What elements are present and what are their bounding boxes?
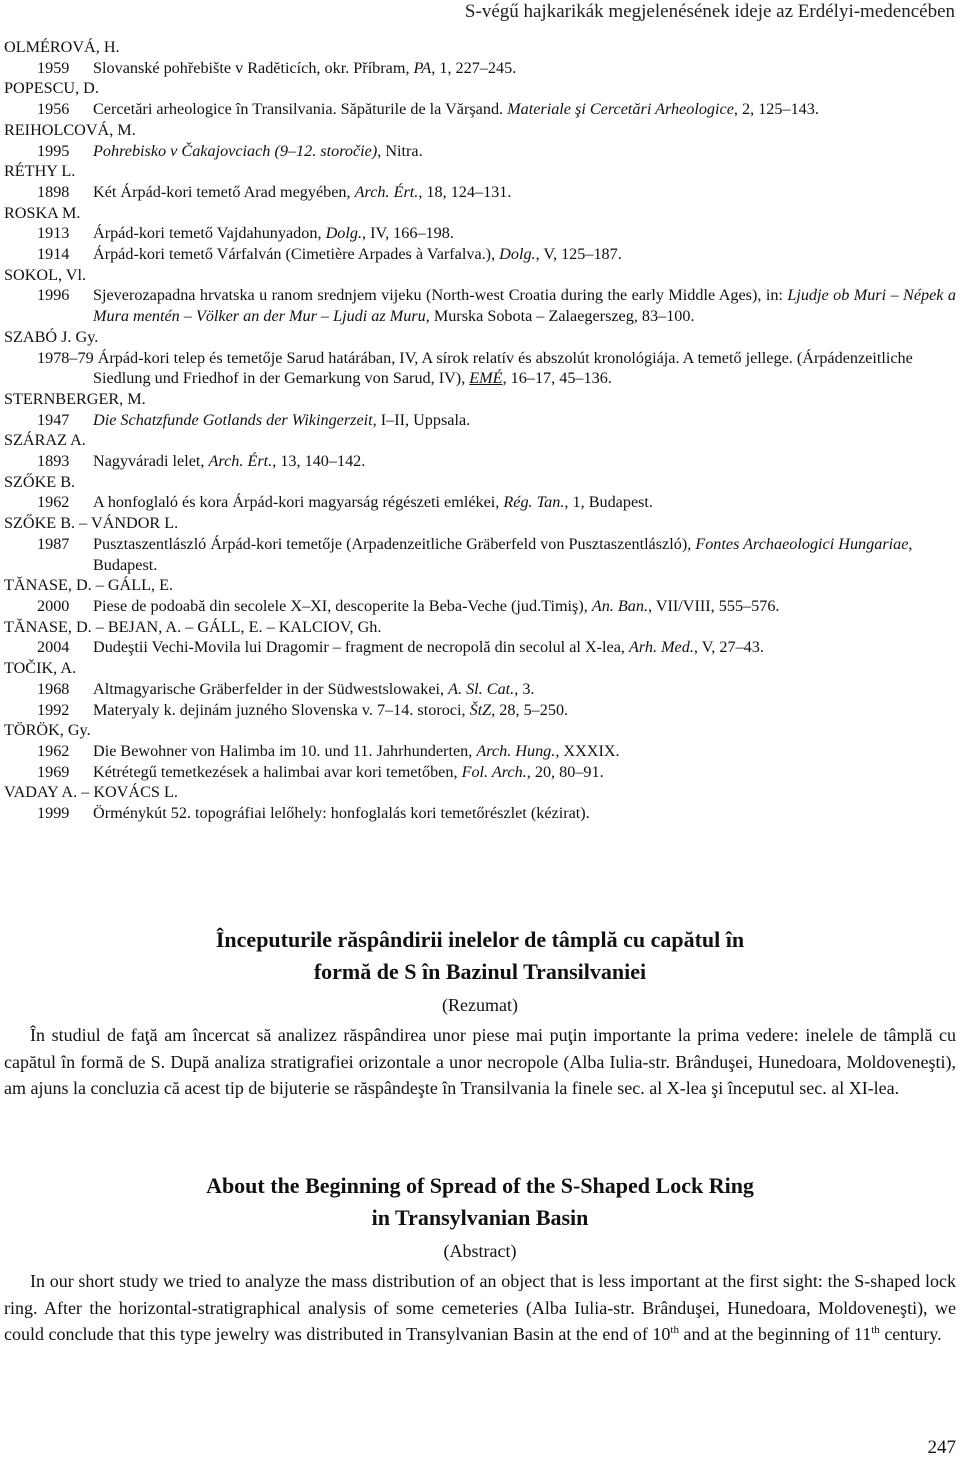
reference-year: 1992 <box>37 700 70 719</box>
reference-text <box>93 285 956 326</box>
reference-year: 1914 <box>37 245 70 264</box>
reference-text-part: PA <box>413 58 432 77</box>
reference-entry <box>4 223 956 244</box>
reference-year: 2000 <box>37 596 70 615</box>
reference-text-part: An. Ban. <box>591 596 649 615</box>
bibliography-list <box>4 37 956 824</box>
reference-text-part: EMÉ <box>469 369 503 388</box>
reference-entry <box>4 803 956 824</box>
reference-year: 1968 <box>37 679 70 698</box>
romanian-abstract-title <box>4 924 956 988</box>
reference-text <box>93 223 956 244</box>
superscript-th: th <box>871 1324 880 1336</box>
reference-text-part: Rég. Tan. <box>503 493 565 512</box>
reference-year: 2004 <box>37 638 70 657</box>
romanian-title-line-1: Începuturile răspândirii inelelor de tâmplă cu capătul în <box>215 927 745 952</box>
reference-text <box>93 803 956 824</box>
reference-year: 1893 <box>37 452 70 471</box>
reference-text-part: Dolg. <box>325 224 362 243</box>
page-number: 247 <box>927 1437 956 1458</box>
reference-text-part: Dudeştii Vechi-Movila lui Dragomir – fragment de necropolă din secolul al X-lea, <box>93 638 629 657</box>
reference-text-part: , VII/VIII, 555–576. <box>648 596 780 615</box>
romanian-abstract <box>4 924 956 1102</box>
english-abstract-subtitle: (Abstract) <box>443 1241 517 1261</box>
reference-text-part: , 2, 125–143. <box>733 100 819 119</box>
reference-text <box>93 182 956 203</box>
reference-text <box>93 451 956 472</box>
superscript-th: th <box>670 1324 679 1336</box>
reference-entry <box>4 451 956 472</box>
reference-text-part: , XXXIX. <box>555 741 620 760</box>
reference-year: 1996 <box>37 286 70 305</box>
reference-entry <box>4 58 956 79</box>
reference-author: TĂNASE, D. – BEJAN, A. – GÁLL, E. – KALCIOV, Gh. <box>4 617 382 636</box>
reference-entry <box>4 596 956 617</box>
english-body-text: In our short study we tried to analyze the mass distribution of an object that is less important at the first sight: the S-shaped lock ring. After the horizontal-stratigraphical analysis of some cemeteries (Alba Iulia-str. Brânduşei, Hunedoara, Moldoveneşti), we could conclude that this type jewelry was distributed in Transylvanian Basin at the end of 10 <box>4 1271 956 1344</box>
reference-text-part: Nagyváradi lelet, <box>93 452 209 471</box>
reference-year: 1947 <box>37 410 70 429</box>
reference-entry <box>4 679 956 700</box>
reference-text-part: , 18, 124–131. <box>418 182 512 201</box>
reference-text <box>93 492 956 513</box>
reference-author: SZÁRAZ A. <box>4 431 86 450</box>
reference-text-part: , 1, Budapest. <box>564 493 653 512</box>
romanian-title-line-2: formă de S în Bazinul Transilvaniei <box>313 959 647 984</box>
romanian-abstract-subtitle: (Rezumat) <box>442 995 518 1015</box>
english-title-line-1: About the Beginning of Spread of the S-Shaped Lock Ring <box>206 1173 754 1198</box>
reference-text-part: , V, 125–187. <box>535 245 622 264</box>
reference-text-part: Piese de podoabă din secolele X–XI, descoperite la Beba-Veche (jud.Timiş), <box>93 596 592 615</box>
reference-year: 1995 <box>37 141 70 160</box>
reference-text-part: Ljudje ob Muri – Népek a Mura mentén – Völker an der Mur – Ljudi az Muru <box>93 286 956 326</box>
reference-text-part: Pohrebisko v Čakajovciach (9–12. storočie) <box>93 141 378 160</box>
reference-text-part: Dolg. <box>499 245 536 264</box>
reference-text <box>93 410 956 431</box>
reference-text-part: A honfoglaló és kora Árpád-kori magyarság régészeti emlékei, <box>93 493 504 512</box>
reference-text-part: , 1, 227–245. <box>431 58 517 77</box>
reference-text-part: Cercetări arheologice în Transilvania. Săpăturile de la Vărşand. <box>93 100 508 119</box>
reference-entry <box>4 741 956 762</box>
reference-text <box>93 534 956 575</box>
reference-text-part: Materyaly k. dejinám juzného Slovenska v. 7–14. storoci, <box>93 700 470 719</box>
reference-text <box>93 58 956 79</box>
reference-text-part: Árpád-kori temető Vajdahunyadon, <box>93 224 326 243</box>
reference-author: TĂNASE, D. – GÁLL, E. <box>4 576 174 595</box>
reference-text-part: Arch. Ért. <box>354 182 419 201</box>
reference-author: OLMÉROVÁ, H. <box>4 38 120 56</box>
reference-text <box>93 679 956 700</box>
reference-text <box>93 141 956 162</box>
reference-text <box>93 637 956 658</box>
reference-text-part: Slovanské pohřebište v Radĕticích, okr. Příbram, <box>93 58 414 77</box>
english-abstract-title <box>4 1170 956 1234</box>
reference-author: VADAY A. – KOVÁCS L. <box>4 783 178 802</box>
reference-year: 1898 <box>37 182 70 201</box>
reference-text-part: , 28, 5–250. <box>491 700 569 719</box>
reference-text-part: Két Árpád-kori temető Arad megyében, <box>93 182 355 201</box>
reference-text-part: Arh. Med. <box>628 638 694 657</box>
reference-text-part: Árpád-kori telep és temetője Sarud határában, IV, A sírok relatív és abszolút kronológiája. A temető jellege. (Árpádenzeitliche Siedlung und Friedhof in der Gemarkung von Sarud, IV), <box>93 348 913 388</box>
reference-year: 1999 <box>37 804 70 823</box>
reference-text <box>93 596 956 617</box>
reference-text-part: , 20, 80–91. <box>526 762 604 781</box>
reference-text-part: Fontes Archaeologici Hungariae <box>695 534 909 553</box>
reference-text-part: Fol. Arch. <box>461 762 527 781</box>
reference-author: SZŐKE B. – VÁNDOR L. <box>4 514 179 533</box>
reference-text <box>93 244 956 265</box>
reference-text-part: Árpád-kori temető Várfalván (Cimetière Arpades à Varfalva.), <box>93 245 500 264</box>
romanian-abstract-body: În studiul de faţă am încercat să analizez răspândirea unor piese mai puţin importante la prima vedere: inelele de tâmplă cu capătul în formă de S. După analiza stratigrafiei orizontale a unor necropole (Alba Iulia-str. Brânduşei, Hunedoara, Moldoveneşti), am ajuns la concluzia că acest tip de bijuterie se răspândeşte în Transilvania la finele sec. al X-lea şi începutul sec. al XI-lea. <box>4 1025 956 1098</box>
reference-text-part: ŠtZ <box>469 700 492 719</box>
reference-text-part: Örménykút 52. topográfiai lelőhely: honfoglalás kori temetőrészlet (kézirat). <box>93 804 590 823</box>
english-body-text: and at the beginning of 11 <box>678 1324 872 1344</box>
reference-text-part: , 16–17, 45–136. <box>502 369 612 388</box>
reference-author: SZŐKE B. <box>4 472 76 491</box>
reference-text-part: , IV, 166–198. <box>361 224 454 243</box>
reference-text-part: , Nitra. <box>377 141 423 160</box>
reference-entry <box>4 285 956 326</box>
reference-author: RÉTHY L. <box>4 162 76 181</box>
reference-text-part: , Murska Sobota – Zalaegerszeg, 83–100. <box>425 307 695 326</box>
reference-text-part: , Budapest. <box>93 534 913 574</box>
reference-year: 1969 <box>37 762 70 781</box>
reference-author: REIHOLCOVÁ, M. <box>4 120 136 139</box>
reference-author: ROSKA M. <box>4 203 81 222</box>
reference-text-part: A. Sl. Cat. <box>448 679 515 698</box>
reference-text-part: , 13, 140–142. <box>272 452 366 471</box>
reference-text-part: Die Bewohner von Halimba im 10. und 11. Jahrhunderten, <box>93 741 477 760</box>
reference-entry <box>4 534 956 575</box>
reference-year: 1959 <box>37 58 70 77</box>
reference-year: 1913 <box>37 224 70 243</box>
reference-entry <box>4 348 956 389</box>
reference-text <box>93 762 956 783</box>
reference-author: TOČIK, A. <box>4 659 77 678</box>
reference-year: 1962 <box>37 493 70 512</box>
reference-author: SOKOL, Vl. <box>4 265 86 284</box>
reference-text-part: Materiale şi Cercetări Arheologice <box>507 100 734 119</box>
reference-entry <box>4 762 956 783</box>
running-head: S-végű hajkarikák megjelenésének ideje az Erdélyi-medencében <box>464 1 955 22</box>
reference-text <box>93 700 956 721</box>
reference-author: POPESCU, D. <box>4 79 99 98</box>
reference-author: TÖRÖK, Gy. <box>4 721 91 740</box>
reference-entry <box>4 244 956 265</box>
reference-entry <box>4 99 956 120</box>
english-abstract-body <box>4 1268 956 1348</box>
reference-year: 1987 <box>37 534 70 553</box>
reference-entry <box>4 492 956 513</box>
reference-text-part: Die Schatzfunde Gotlands der Wikingerzeit <box>93 410 373 429</box>
reference-text-part: , V, 27–43. <box>693 638 764 657</box>
reference-entry <box>4 637 956 658</box>
reference-author: SZABÓ J. Gy. <box>4 327 99 346</box>
reference-entry <box>4 182 956 203</box>
english-title-line-2: in Transylvanian Basin <box>371 1205 589 1230</box>
reference-text-part: Arch. Ért. <box>208 452 273 471</box>
reference-text-part: Altmagyarische Gräberfelder in der Südwestslowakei, <box>93 679 449 698</box>
reference-text-part: Arch. Hung. <box>476 741 556 760</box>
reference-year: 1978–79 <box>37 348 94 367</box>
reference-text-part: , 3. <box>514 679 535 698</box>
reference-author: STERNBERGER, M. <box>4 389 146 408</box>
reference-text <box>93 349 913 388</box>
reference-text <box>93 741 956 762</box>
reference-year: 1956 <box>37 100 70 119</box>
reference-text-part: Kétrétegű temetkezések a halimbai avar kori temetőben, <box>93 762 462 781</box>
reference-text-part: Sjeverozapadna hrvatska u ranom srednjem vijeku (North-west Croatia during the early Middle Ages), in: <box>93 286 788 305</box>
english-body-text: century. <box>879 1324 942 1344</box>
reference-text <box>93 99 956 120</box>
reference-entry <box>4 410 956 431</box>
reference-year: 1962 <box>37 741 70 760</box>
reference-text-part: , I–II, Uppsala. <box>372 410 471 429</box>
reference-entry <box>4 141 956 162</box>
reference-text-part: Pusztaszentlászló Árpád-kori temetője (Arpadenzeitliche Gräberfeld von Pusztaszentlászló), <box>93 534 696 553</box>
english-abstract <box>4 1170 956 1348</box>
reference-entry <box>4 700 956 721</box>
